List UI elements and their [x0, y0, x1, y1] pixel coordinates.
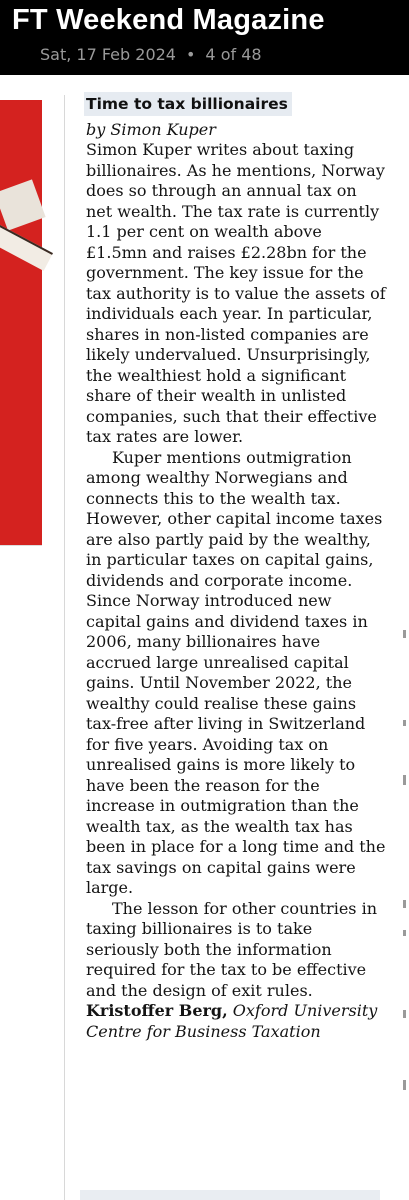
article-headline[interactable]: Time to tax billionaires: [84, 92, 292, 116]
letter-signature: [86, 1001, 386, 1042]
adjacent-column-edge: [403, 600, 409, 1120]
column-divider: [64, 95, 65, 1200]
image-red-area: [0, 100, 42, 545]
publication-title[interactable]: FT Weekend Magazine: [12, 4, 325, 36]
separator-dot: •: [185, 45, 196, 64]
article-body: [86, 140, 386, 1001]
background-watermark-digits: [0, 1045, 409, 1125]
signature-name: Kristoffer Berg,: [86, 1001, 228, 1020]
issue-date: Sat, 17 Feb 2024: [40, 45, 176, 64]
issue-info: [40, 45, 262, 64]
image-edge: [0, 545, 42, 546]
letter-article: [86, 92, 386, 1042]
article-paragraph: Simon Kuper writes about taxing billionaires. As he mentions, Norway does so through an annual tax on net wealth. The tax rate is currently 1.1 per cent on wealth above £1.5mn and raises £2.28bn for the government. The key issue for the tax authority is to value the assets of individuals each year. In particular, shares in non-listed companies are likely undervalued. Unsurprisingly, the wealthiest hold a significant share of their wealth in unlisted companies, such that their effective tax rates are lower.: [86, 140, 386, 446]
app-header: [0, 0, 409, 75]
article-paragraph: The lesson for other countries in taxing billionaires is to take seriously both the information required for the tax to be effective and the design of exit rules.: [86, 898, 378, 1000]
page-indicator[interactable]: 4 of 48: [205, 45, 262, 64]
adjacent-article-image[interactable]: [0, 75, 42, 1200]
next-item-highlight: [80, 1190, 380, 1200]
article-paragraph: Kuper mentions outmigration among wealthy Norwegians and connects this to the wealth tax. However, other capital income taxes are also partly paid by the wealthy, in particular taxes on capital gains, dividends and corporate income. Since Norway introduced new capital gains and dividend taxes in 2006, many billionaires have accrued large unrealised capital gains. Until November 2022, the wealthy could realise these gains tax-free after living in Switzerland for five years. Avoiding tax on unrealised gains is more likely to have been the reason for the increase in outmigration than the wealth tax, as the wealth tax has been in place for a long time and the tax savings on capital gains were large.: [86, 447, 386, 897]
article-byline: by Simon Kuper: [86, 120, 216, 139]
signature-affiliation: Oxford University Centre for Business Taxation: [86, 1001, 378, 1041]
